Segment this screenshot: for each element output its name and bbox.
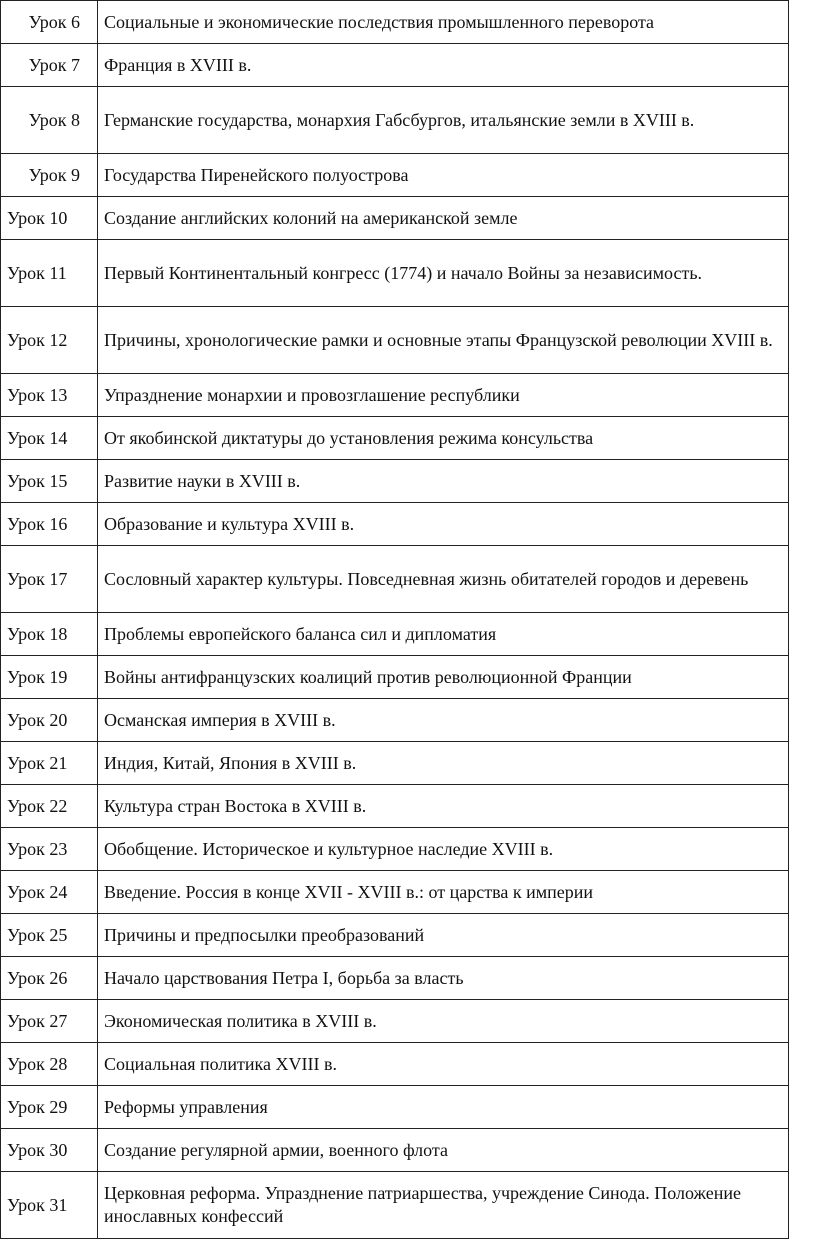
- lesson-number: Урок 23: [1, 828, 98, 871]
- table-row: [1, 197, 789, 240]
- table-row: [1, 656, 789, 699]
- lesson-topic: Упразднение монархии и провозглашение республики: [98, 374, 789, 417]
- table-row: [1, 785, 789, 828]
- lesson-topic: Создание регулярной армии, военного флота: [98, 1129, 789, 1172]
- lesson-number: Урок 24: [1, 871, 98, 914]
- table-row: [1, 742, 789, 785]
- lesson-number: Урок 30: [1, 1129, 98, 1172]
- table-row: [1, 1172, 789, 1239]
- table-row: [1, 1000, 789, 1043]
- table-row: [1, 546, 789, 613]
- table-row: [1, 957, 789, 1000]
- table-row: [1, 87, 789, 154]
- lesson-topic: Франция в XVIII в.: [98, 44, 789, 87]
- lesson-topic: Реформы управления: [98, 1086, 789, 1129]
- table-row: [1, 374, 789, 417]
- lesson-number: Урок 14: [1, 417, 98, 460]
- lesson-number: Урок 17: [1, 546, 98, 613]
- lesson-number: Урок 8: [1, 87, 98, 154]
- table-row: [1, 828, 789, 871]
- lesson-topic: Османская империя в XVIII в.: [98, 699, 789, 742]
- lesson-topic: Социальная политика XVIII в.: [98, 1043, 789, 1086]
- table-row: [1, 417, 789, 460]
- lesson-topic: Проблемы европейского баланса сил и дипломатия: [98, 613, 789, 656]
- lesson-number: Урок 13: [1, 374, 98, 417]
- lesson-number: Урок 28: [1, 1043, 98, 1086]
- lesson-number: Урок 29: [1, 1086, 98, 1129]
- table-row: [1, 1086, 789, 1129]
- lesson-number: Урок 12: [1, 307, 98, 374]
- table-row: [1, 1129, 789, 1172]
- lesson-number: Урок 16: [1, 503, 98, 546]
- lesson-topic: Причины, хронологические рамки и основные этапы Французской революции XVIII в.: [98, 307, 789, 374]
- lesson-topic: Создание английских колоний на американской земле: [98, 197, 789, 240]
- table-row: [1, 307, 789, 374]
- table-row: [1, 503, 789, 546]
- lesson-topic: Развитие науки в XVIII в.: [98, 460, 789, 503]
- lesson-topic: Начало царствования Петра I, борьба за власть: [98, 957, 789, 1000]
- lesson-number: Урок 22: [1, 785, 98, 828]
- lesson-topic: Церковная реформа. Упразднение патриаршества, учреждение Синода. Положение инославных конфессий: [98, 1172, 789, 1239]
- lesson-topic: Образование и культура XVIII в.: [98, 503, 789, 546]
- lesson-topic: Индия, Китай, Япония в XVIII в.: [98, 742, 789, 785]
- lesson-topic: Социальные и экономические последствия промышленного переворота: [98, 1, 789, 44]
- lesson-topic: Причины и предпосылки преобразований: [98, 914, 789, 957]
- lesson-number: Урок 11: [1, 240, 98, 307]
- lesson-number: Урок 27: [1, 1000, 98, 1043]
- lesson-number: Урок 20: [1, 699, 98, 742]
- table-row: [1, 154, 789, 197]
- lesson-topic: Экономическая политика в XVIII в.: [98, 1000, 789, 1043]
- table-row: [1, 914, 789, 957]
- lesson-number: Урок 25: [1, 914, 98, 957]
- lesson-number: Урок 6: [1, 1, 98, 44]
- lesson-number: Урок 7: [1, 44, 98, 87]
- table-row: [1, 1, 789, 44]
- lesson-number: Урок 21: [1, 742, 98, 785]
- lesson-topic: Сословный характер культуры. Повседневная жизнь обитателей городов и деревень: [98, 546, 789, 613]
- lesson-number: Урок 10: [1, 197, 98, 240]
- lesson-number: Урок 19: [1, 656, 98, 699]
- lesson-number: Урок 18: [1, 613, 98, 656]
- lesson-topic: Обобщение. Историческое и культурное наследие XVIII в.: [98, 828, 789, 871]
- table-row: [1, 1043, 789, 1086]
- lesson-number: Урок 26: [1, 957, 98, 1000]
- table-row: [1, 240, 789, 307]
- lesson-number: Урок 15: [1, 460, 98, 503]
- lesson-topic: Первый Континентальный конгресс (1774) и начало Войны за независимость.: [98, 240, 789, 307]
- table-row: [1, 871, 789, 914]
- lesson-topic: Введение. Россия в конце XVII - XVIII в.: от царства к империи: [98, 871, 789, 914]
- lesson-topic: Культура стран Востока в XVIII в.: [98, 785, 789, 828]
- lesson-number: Урок 31: [1, 1172, 98, 1239]
- lesson-topic: Германские государства, монархия Габсбургов, итальянские земли в XVIII в.: [98, 87, 789, 154]
- table-row: [1, 613, 789, 656]
- lesson-number: Урок 9: [1, 154, 98, 197]
- lesson-topic: Войны антифранцузских коалиций против революционной Франции: [98, 656, 789, 699]
- table-row: [1, 44, 789, 87]
- table-row: [1, 699, 789, 742]
- table-row: [1, 460, 789, 503]
- lesson-topic: Государства Пиренейского полуострова: [98, 154, 789, 197]
- lesson-topic: От якобинской диктатуры до установления режима консульства: [98, 417, 789, 460]
